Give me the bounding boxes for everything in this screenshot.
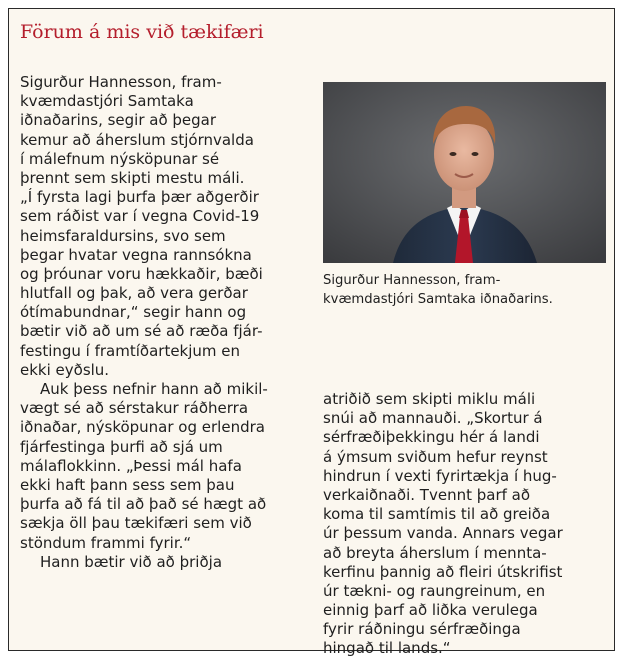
portrait-photo bbox=[323, 82, 606, 263]
text-line: sérfræðiþekkingu hér á landi bbox=[323, 428, 540, 447]
text-line: heimsfaraldursins, svo sem bbox=[20, 226, 226, 245]
text-line: að breyta áherslum í mennta- bbox=[323, 543, 547, 562]
text-line: snúi að mannauði. „Skortur á bbox=[323, 409, 543, 428]
text-line: ekki eyðslu. bbox=[20, 360, 110, 379]
text-line: vægt sé að sérstakur ráðherra bbox=[20, 399, 249, 418]
text-line: kerfinu þannig að fleiri útskrifist bbox=[323, 562, 563, 581]
text-line: Hann bætir við að þriðja bbox=[40, 552, 223, 571]
text-line: hlutfall og þak, að vera gerðar bbox=[20, 284, 248, 303]
text-line: verkaiðnaði. Tvennt þarf að bbox=[323, 485, 531, 504]
right-column bbox=[323, 390, 608, 659]
text-line: festingu í framtíðartekjum en bbox=[20, 341, 241, 360]
text-line: úr tækni- og raungreinum, en bbox=[323, 581, 546, 600]
text-line: sem ráðist var í vegna Covid-19 bbox=[20, 207, 260, 226]
text-line: ekki haft þann sess sem þau bbox=[20, 475, 235, 494]
text-line: iðnaðarins, segir að þegar bbox=[20, 111, 217, 130]
text-line: kemur að áherslum stjórnvalda bbox=[20, 130, 254, 149]
text-line: sækja öll þau tækifæri sem við bbox=[20, 514, 252, 533]
text-line: koma til samtímis til að greiða bbox=[323, 505, 551, 524]
text-line: þurfa að fá til að það sé hægt að bbox=[20, 495, 267, 514]
text-line: hingað til lands.“ bbox=[323, 639, 451, 658]
text-line: þegar hvatar vegna rannsókna bbox=[20, 245, 252, 264]
text-line: og þróunar voru hækkaðir, bæði bbox=[20, 264, 263, 283]
text-line: hindrun í vexti fyrirtækja í hug- bbox=[323, 466, 557, 485]
text-line: málaflokkinn. „Þessi mál hafa bbox=[20, 456, 242, 475]
text-line: „Í fyrsta lagi þurfa þær aðgerðir bbox=[20, 188, 259, 207]
article-title: Förum á mis við tækifæri bbox=[20, 21, 264, 43]
text-line: Sigurður Hannesson, fram- bbox=[20, 73, 222, 91]
text-line: iðnaðar, nýsköpunar og erlendra bbox=[20, 418, 265, 437]
text-line: bætir við að um sé að ræða fjár- bbox=[20, 322, 263, 341]
text-line: ótímabundnar,“ segir hann og bbox=[20, 303, 247, 322]
left-column bbox=[20, 73, 310, 572]
text-line: úr þessum vanda. Annars vegar bbox=[323, 524, 563, 543]
text-line: í málefnum nýsköpunar sé bbox=[20, 149, 220, 168]
text-line: fjárfestinga þurfi að sjá um bbox=[20, 437, 223, 456]
text-line: Auk þess nefnir hann að mikil- bbox=[40, 380, 268, 398]
photo-caption bbox=[323, 271, 613, 309]
text-line: einnig þarf að liðka verulega bbox=[323, 601, 538, 620]
text-line: þrennt sem skipti mestu máli. bbox=[20, 168, 245, 187]
text-line: fyrir ráðningu sérfræðinga bbox=[323, 620, 521, 639]
caption-line: kvæmdastjóri Samtaka iðnaðarins. bbox=[323, 292, 553, 307]
text-line: á ýmsum sviðum hefur reynst bbox=[323, 447, 548, 466]
text-line: kvæmdastjóri Samtaka bbox=[20, 92, 194, 111]
text-line: stöndum frammi fyrir.“ bbox=[20, 533, 192, 552]
caption-line: Sigurður Hannesson, fram- bbox=[323, 273, 501, 288]
text-line: atriðið sem skipti miklu máli bbox=[323, 390, 536, 408]
